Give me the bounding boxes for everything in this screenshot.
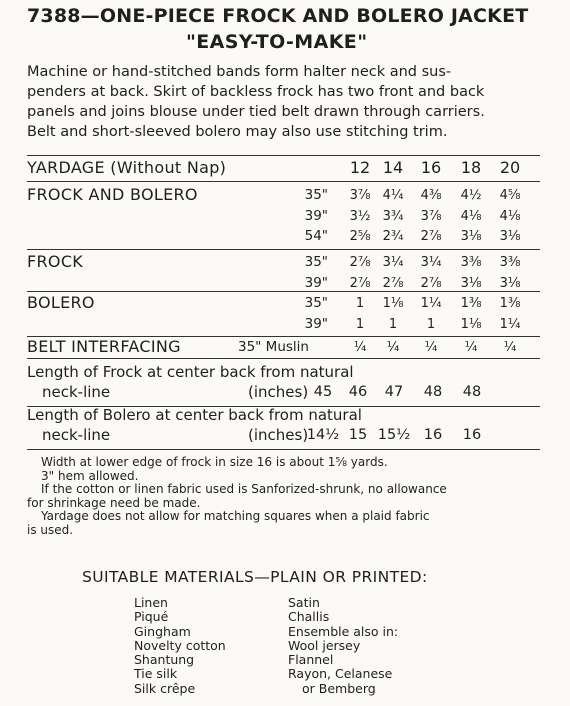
length-cell: 46 (348, 384, 368, 400)
material-item: Satin (288, 595, 320, 610)
material-item: Silk crêpe (134, 680, 196, 696)
size-header: 20 (499, 158, 521, 177)
yardage-cell: 1⅛ (460, 316, 482, 332)
size-header: 18 (460, 158, 482, 177)
yardage-cell: 2⅞ (420, 275, 442, 291)
yardage-cell: 1⅜ (499, 296, 521, 311)
yardage-cell: ¼ (353, 340, 367, 355)
yardage-cell: 1¼ (420, 296, 442, 311)
length-cell: 45 (313, 384, 333, 400)
yardage-cell: 2⅞ (349, 275, 371, 291)
fabric-width: 39" (304, 207, 328, 224)
yardage-cell: 3⅛ (460, 229, 482, 244)
note-line: Yardage does not allow for matching squares when a plaid fabric (41, 509, 430, 523)
description-line: Belt and short-sleeved bolero may also use stitching trim. (27, 124, 448, 140)
yardage-cell: 2¾ (382, 229, 404, 244)
yardage-cell: 4⅝ (499, 188, 521, 203)
length-label: neck-line (42, 383, 111, 401)
description (27, 62, 545, 142)
material-item: Wool jersey (288, 637, 361, 653)
page-subtitle: "EASY-TO-MAKE" (186, 31, 368, 53)
yardage-cell: 2⅞ (382, 275, 404, 291)
group-label: FROCK (27, 252, 84, 271)
yardage-cell: ¼ (424, 340, 438, 355)
material-item: Challis (288, 609, 330, 625)
yardage-cell: ¼ (464, 340, 478, 355)
length-unit: (inches) (248, 383, 309, 401)
material-item: Ensemble also in: (288, 623, 399, 639)
page-title: 7388—ONE-PIECE FROCK AND BOLERO JACKET (27, 5, 529, 27)
length-cell: 14½ (306, 427, 340, 443)
size-header: 14 (382, 158, 404, 177)
fabric-width: 39" (304, 274, 328, 291)
group-label: BOLERO (27, 293, 95, 312)
length-cell: 15 (348, 427, 368, 443)
fabric-width: 35" (304, 295, 328, 311)
material-item: Rayon, Celanese (288, 666, 393, 682)
group-label: BELT INTERFACING (27, 337, 181, 356)
yardage-cell: 4⅛ (460, 208, 482, 224)
yardage-cell: 2⅞ (420, 229, 442, 244)
table-rule (27, 181, 540, 182)
notes (27, 456, 447, 537)
yardage-cell: ¼ (503, 340, 517, 355)
yardage-cell: 2⅝ (349, 229, 371, 244)
material-item: Linen (134, 595, 168, 610)
length-label: Length of Frock at center back from natural (27, 363, 354, 381)
material-item: Flannel (288, 652, 334, 668)
material-item: Piqué (134, 609, 169, 625)
materials-title: SUITABLE MATERIALS—PLAIN OR PRINTED: (82, 568, 428, 586)
table-rule (27, 291, 540, 292)
material-item: Novelty cotton (134, 637, 226, 653)
table-rule (27, 449, 540, 450)
material-item: Tie silk (134, 666, 178, 682)
length-label: neck-line (42, 426, 111, 444)
materials-col-1 (134, 596, 226, 696)
yardage-cell: 3½ (349, 208, 371, 224)
length-label: Length of Bolero at center back from natural (27, 406, 362, 424)
note-line: 3" hem allowed. (41, 468, 139, 483)
length-cell: 15½ (377, 427, 411, 443)
fabric-width: 35" (304, 254, 328, 270)
description-line: panels and joins blouse under tied belt drawn through carriers. (27, 104, 485, 120)
yardage-cell: 3⅛ (499, 229, 521, 244)
table-rule (27, 155, 540, 156)
yardage-cell: 3⅜ (460, 255, 482, 270)
yardage-cell: 3⅞ (349, 188, 371, 203)
length-cell: 47 (384, 384, 404, 400)
material-item: Shantung (134, 652, 195, 668)
description-line: penders at back. Skirt of backless frock has two front and back (27, 84, 485, 100)
yardage-cell: 3¼ (382, 255, 404, 270)
materials-col-2 (288, 596, 398, 696)
table-rule (27, 249, 540, 250)
group-label: FROCK AND BOLERO (27, 185, 198, 204)
note-line: If the cotton or linen fabric used is Sanforized-shrunk, no allowance (41, 482, 447, 496)
length-cell: 16 (462, 427, 482, 443)
size-header: 16 (420, 158, 442, 177)
length-unit: (inches) (248, 426, 309, 444)
material-item: Gingham (134, 623, 191, 639)
note-line: for shrinkage need be made. (27, 495, 201, 510)
yardage-cell: 1 (355, 316, 365, 332)
length-cell: 16 (423, 427, 443, 443)
yardage-cell: 3⅜ (499, 255, 521, 270)
yardage-cell: 4½ (460, 188, 482, 203)
material-item: or Bemberg (302, 680, 376, 696)
note-line: Width at lower edge of frock in size 16 is about 1⅝ yards. (41, 455, 388, 469)
yardage-cell: ¼ (386, 340, 400, 355)
yardage-cell: 1⅛ (382, 296, 404, 311)
yardage-cell: 2⅞ (349, 255, 371, 270)
yardage-cell: 4⅛ (499, 208, 521, 224)
fabric-width: 54" (304, 228, 328, 244)
yardage-cell: 4⅜ (420, 188, 442, 203)
yardage-cell: 1 (355, 296, 365, 311)
yardage-cell: 3⅛ (460, 275, 482, 291)
description-line: Machine or hand-stitched bands form halter neck and sus- (27, 64, 452, 80)
yardage-cell: 3⅛ (499, 275, 521, 291)
yardage-cell: 3¾ (382, 208, 404, 224)
fabric-width: 35" Muslin (238, 339, 309, 355)
yardage-cell: 1⅜ (460, 296, 482, 311)
fabric-width: 35" (304, 187, 328, 203)
yardage-cell: 1¼ (499, 316, 521, 332)
table-rule (27, 358, 540, 359)
yardage-cell: 1 (388, 316, 398, 332)
length-cell: 48 (462, 384, 482, 400)
fabric-width: 39" (304, 315, 328, 332)
yardage-cell: 1 (426, 316, 436, 332)
size-header: 12 (349, 158, 371, 177)
yardage-header: YARDAGE (Without Nap) (27, 158, 227, 177)
note-line: is used. (27, 522, 74, 537)
yardage-cell: 3¼ (420, 255, 442, 270)
yardage-cell: 4¼ (382, 188, 404, 203)
length-cell: 48 (423, 384, 443, 400)
yardage-cell: 3⅞ (420, 208, 442, 224)
